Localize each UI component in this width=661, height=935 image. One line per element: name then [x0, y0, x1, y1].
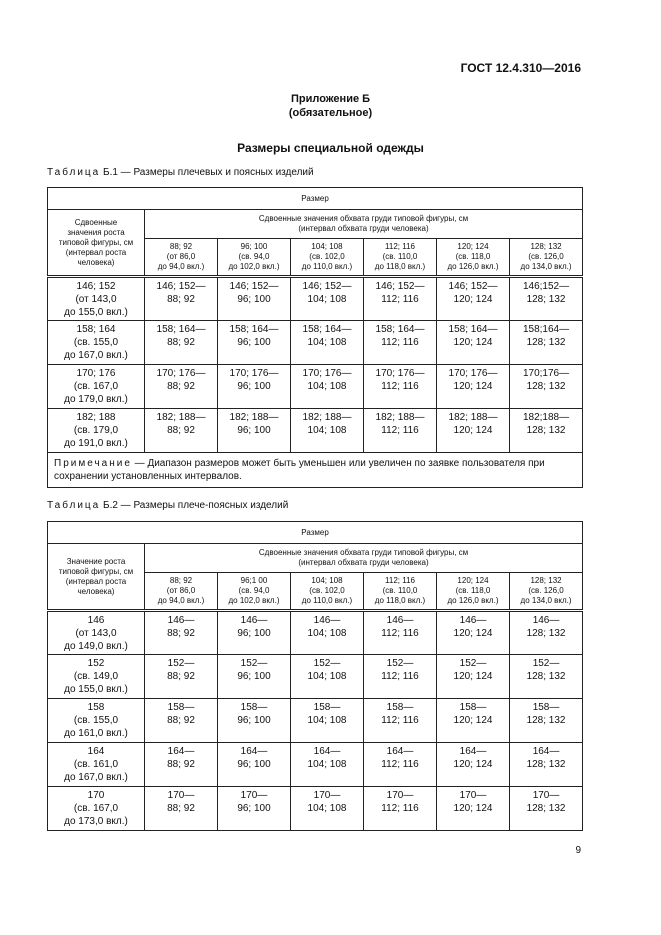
chest-column-header [145, 239, 218, 277]
size-cell [291, 611, 364, 655]
size-cell-line: 112; 116 [381, 628, 419, 639]
size-cell-line: 158;164— [522, 324, 570, 335]
size-cell-line: 96; 100 [237, 671, 271, 682]
table-row [48, 787, 583, 831]
height-cell [48, 365, 145, 409]
size-cell-line: 158— [459, 702, 487, 713]
size-cell [291, 365, 364, 409]
size-cell-line: 120; 124 [453, 803, 493, 814]
height-cell [48, 743, 145, 787]
size-cell-line: 164— [386, 746, 414, 757]
table2-chest-header [145, 544, 583, 573]
table2-caption-label: Таблица [47, 500, 101, 511]
height-cell-line: (от 143,0 [75, 627, 117, 639]
size-cell-line: 112; 116 [381, 759, 419, 770]
chest-column-header [218, 573, 291, 611]
size-cell-line: 128; 132 [526, 759, 566, 770]
row-header-line: человека) [77, 586, 115, 596]
size-cell-line: 146; 152— [448, 281, 498, 292]
size-cell-line: 146; 152— [229, 281, 279, 292]
column-header-line: 120; 124 [457, 242, 489, 251]
size-cell-line: 170;176— [522, 368, 570, 379]
column-header-line: (от 86,0 [166, 586, 196, 595]
size-cell-line: 112; 116 [381, 337, 419, 348]
size-cell [437, 321, 510, 365]
column-header-line: (св. 118,0 [455, 586, 491, 595]
height-cell-line: 170; 176 [76, 368, 116, 379]
height-cell-line: (св. 155,0 [73, 337, 119, 348]
height-cell-line: (от 143,0 [75, 293, 117, 305]
size-cell [145, 611, 218, 655]
size-cell-line: 182; 188— [448, 412, 498, 423]
column-header-line: до 110,0 вкл.) [301, 262, 353, 271]
size-cell-line: 120; 124 [453, 628, 493, 639]
size-cell [218, 655, 291, 699]
size-cell-line: 146— [313, 615, 341, 626]
size-cell-line: 88; 92 [167, 628, 195, 639]
size-cell-line: 164— [167, 746, 195, 757]
column-header-line: 120; 124 [457, 576, 489, 585]
size-cell-line: 96; 100 [237, 715, 271, 726]
height-cell-line: (св. 155,0 [73, 715, 119, 726]
table1-caption-text: Б.1 — Размеры плечевых и поясных изделий [103, 167, 314, 178]
row-header-line: Сдвоенные [74, 217, 118, 227]
column-header-line: (св. 118,0 [455, 252, 491, 261]
table-b2 [47, 521, 583, 831]
size-cell [437, 277, 510, 321]
table-note-row [48, 453, 583, 488]
column-header-line: до 126,0 вкл.) [447, 596, 499, 605]
chest-column-header [364, 573, 437, 611]
size-cell-line: 182; 188— [229, 412, 279, 423]
size-cell [510, 321, 583, 365]
column-header-line: (св. 110,0 [382, 586, 418, 595]
size-cell-line: 170; 176— [302, 368, 352, 379]
height-cell-line: до 155,0 вкл.) [64, 306, 128, 318]
size-cell [218, 611, 291, 655]
size-cell-line: 120; 124 [453, 294, 493, 305]
size-cell [364, 743, 437, 787]
size-cell-line: 170; 176— [229, 368, 279, 379]
size-cell [437, 365, 510, 409]
size-cell-line: 170— [167, 790, 195, 801]
height-cell-line: (св. 149,0 [73, 671, 119, 682]
column-header-line: (св. 102,0 [309, 586, 345, 595]
size-cell [364, 699, 437, 743]
chest-column-header [510, 239, 583, 277]
size-cell-line: 146; 152— [156, 281, 206, 292]
chest-column-header [145, 573, 218, 611]
size-cell-line: 164— [459, 746, 487, 757]
height-cell [48, 409, 145, 453]
column-header-line: 96; 100 [240, 242, 268, 251]
size-cell [364, 277, 437, 321]
size-cell-line: 128; 132 [526, 671, 566, 682]
height-cell-line: 164 [87, 746, 105, 757]
chest-header-line: (интервал обхвата груди человека) [298, 224, 429, 233]
column-header-line: до 94,0 вкл.) [157, 596, 205, 605]
height-cell-line: до 191,0 вкл.) [64, 438, 128, 449]
table-row [48, 655, 583, 699]
height-cell-line: 182; 188 [76, 412, 116, 423]
height-cell-line: 152 [87, 658, 105, 669]
size-cell-line: 128; 132 [526, 425, 566, 436]
table2-size-header: Размер [48, 522, 583, 544]
table-row [48, 409, 583, 453]
size-cell-line: 158— [167, 702, 195, 713]
chest-column-header [437, 573, 510, 611]
size-cell-line: 158; 164— [302, 324, 352, 335]
size-cell [437, 655, 510, 699]
size-cell [364, 321, 437, 365]
height-cell [48, 655, 145, 699]
height-cell-line: (св. 167,0 [73, 803, 119, 814]
size-cell-line: 120; 124 [453, 671, 493, 682]
size-cell [437, 743, 510, 787]
size-cell-line: 146;152— [522, 281, 570, 292]
size-cell [291, 699, 364, 743]
size-cell-line: 112; 116 [381, 671, 419, 682]
size-cell [291, 743, 364, 787]
table-row [48, 321, 583, 365]
column-header-line: до 110,0 вкл.) [301, 596, 353, 605]
size-cell-line: 170— [386, 790, 414, 801]
appendix-title: Приложение Б [290, 93, 371, 105]
column-header-line: (св. 94,0 [238, 252, 270, 261]
size-cell-line: 120; 124 [453, 425, 493, 436]
size-cell-line: 146— [459, 615, 487, 626]
size-cell-line: 120; 124 [453, 715, 493, 726]
size-cell-line: 104; 108 [307, 715, 347, 726]
size-cell-line: 158; 164— [375, 324, 425, 335]
size-cell [364, 365, 437, 409]
height-cell-line: до 161,0 вкл.) [64, 728, 128, 739]
column-header-line: (св. 94,0 [238, 586, 270, 595]
size-cell [510, 787, 583, 831]
size-cell-line: 158— [386, 702, 414, 713]
size-cell-line: 96; 100 [237, 425, 271, 436]
column-header-line: 128; 132 [530, 242, 562, 251]
height-cell-line: до 173,0 вкл.) [64, 816, 128, 827]
row-header-line: человека) [77, 257, 115, 267]
column-header-line: до 118,0 вкл.) [374, 262, 426, 271]
column-header-line: 112; 116 [385, 576, 415, 585]
size-cell-line: 112; 116 [381, 381, 419, 392]
size-cell [218, 321, 291, 365]
size-cell-line: 96; 100 [237, 803, 271, 814]
table-row [48, 699, 583, 743]
column-header-line: 104; 108 [311, 242, 343, 251]
size-cell-line: 146; 152— [375, 281, 425, 292]
size-cell-line: 88; 92 [167, 671, 195, 682]
size-cell-line: 170; 176— [448, 368, 498, 379]
size-cell [291, 787, 364, 831]
size-cell-line: 152— [240, 658, 268, 669]
table1-row-header [48, 210, 145, 277]
size-cell-line: 146— [532, 615, 560, 626]
size-cell-line: 96; 100 [237, 628, 271, 639]
size-cell-line: 146— [386, 615, 414, 626]
size-cell-line: 152— [313, 658, 341, 669]
height-cell [48, 277, 145, 321]
size-cell-line: 104; 108 [307, 628, 347, 639]
size-cell-line: 88; 92 [167, 337, 195, 348]
height-cell [48, 787, 145, 831]
row-header-line: (интервал роста [65, 576, 127, 586]
size-cell-line: 146— [167, 615, 195, 626]
size-cell-line: 158— [313, 702, 341, 713]
table-row [48, 277, 583, 321]
size-cell [510, 611, 583, 655]
column-header-line: до 134,0 вкл.) [520, 596, 572, 605]
table-row [48, 365, 583, 409]
size-cell [510, 655, 583, 699]
height-cell-line: до 149,0 вкл.) [64, 640, 128, 652]
size-cell-line: 170— [313, 790, 341, 801]
size-cell-line: 128; 132 [526, 803, 566, 814]
column-header-line: 88; 92 [169, 242, 193, 251]
size-cell-line: 104; 108 [307, 759, 347, 770]
size-cell [437, 699, 510, 743]
size-cell [437, 787, 510, 831]
size-cell-line: 96; 100 [237, 759, 271, 770]
size-cell-line: 96; 100 [237, 381, 271, 392]
size-cell [291, 277, 364, 321]
column-header-line: до 102,0 вкл.) [228, 596, 280, 605]
size-cell-line: 112; 116 [381, 715, 419, 726]
size-cell-line: 158; 164— [448, 324, 498, 335]
column-header-line: 88; 92 [169, 576, 193, 585]
size-cell-line: 112; 116 [381, 803, 419, 814]
size-cell [437, 611, 510, 655]
size-cell-line: 158; 164— [156, 324, 206, 335]
size-cell-line: 152— [459, 658, 487, 669]
height-cell-line: 158 [87, 702, 105, 713]
document-title: Размеры специальной одежды [237, 141, 424, 155]
size-cell-line: 88; 92 [167, 294, 195, 305]
size-cell [218, 277, 291, 321]
size-cell-line: 88; 92 [167, 715, 195, 726]
size-cell [437, 409, 510, 453]
chest-column-header [291, 239, 364, 277]
size-cell-line: 164— [240, 746, 268, 757]
height-cell-line: до 179,0 вкл.) [64, 394, 128, 405]
height-cell-line: до 167,0 вкл.) [64, 350, 128, 361]
size-cell-line: 152— [167, 658, 195, 669]
row-header-line: типовой фигуры, см [58, 237, 134, 247]
size-cell-line: 182; 188— [156, 412, 206, 423]
size-cell-line: 170— [459, 790, 487, 801]
height-cell-line: 146 [87, 614, 105, 626]
size-cell-line: 104; 108 [307, 671, 347, 682]
table2-row-header [48, 544, 145, 611]
size-cell-line: 104; 108 [307, 294, 347, 305]
size-cell [364, 787, 437, 831]
chest-column-header [291, 573, 364, 611]
size-cell-line: 88; 92 [167, 381, 195, 392]
height-cell [48, 699, 145, 743]
row-header-line: Значение роста [66, 556, 126, 566]
chest-header-line: Сдвоенные значения обхвата груди типовой фигуры, см [258, 548, 469, 557]
size-cell [218, 409, 291, 453]
size-cell-line: 182; 188— [302, 412, 352, 423]
chest-column-header [218, 239, 291, 277]
table2-caption-text: Б.2 — Размеры плече-поясных изделий [103, 500, 289, 511]
size-cell-line: 120; 124 [453, 381, 493, 392]
size-cell [510, 699, 583, 743]
size-cell-line: 88; 92 [167, 759, 195, 770]
standard-code: ГОСТ 12.4.310—2016 [460, 61, 581, 75]
size-cell-line: 112; 116 [381, 294, 419, 305]
size-cell-line: 120; 124 [453, 759, 493, 770]
table1-caption [47, 167, 314, 178]
size-cell [145, 699, 218, 743]
chest-column-header [437, 239, 510, 277]
column-header-line: 96;1 00 [240, 576, 268, 585]
column-header-line: 104; 108 [311, 576, 343, 585]
size-cell [145, 655, 218, 699]
size-cell-line: 128; 132 [526, 628, 566, 639]
column-header-line: 128; 132 [530, 576, 562, 585]
size-cell [145, 409, 218, 453]
size-cell [145, 321, 218, 365]
column-header-line: до 118,0 вкл.) [374, 596, 426, 605]
size-cell [218, 743, 291, 787]
column-header-line: (св. 110,0 [382, 252, 418, 261]
row-header-line: (интервал роста [65, 247, 127, 257]
size-cell [510, 277, 583, 321]
size-cell-line: 158; 164— [229, 324, 279, 335]
size-cell [291, 321, 364, 365]
column-header-line: (св. 126,0 [528, 586, 564, 595]
height-cell-line: 158; 164 [76, 324, 116, 335]
height-cell-line: (св. 167,0 [73, 381, 119, 392]
size-cell [218, 365, 291, 409]
table-row [48, 743, 583, 787]
size-cell [218, 787, 291, 831]
size-cell-line: 104; 108 [307, 381, 347, 392]
size-cell-line: 128; 132 [526, 715, 566, 726]
column-header-line: до 94,0 вкл.) [157, 262, 205, 271]
size-cell-line: 170; 176— [375, 368, 425, 379]
size-cell [510, 409, 583, 453]
size-cell-line: 120; 124 [453, 337, 493, 348]
size-cell [364, 655, 437, 699]
height-cell-line: до 155,0 вкл.) [64, 684, 128, 695]
size-cell-line: 104; 108 [307, 337, 347, 348]
appendix-status: (обязательное) [288, 107, 373, 119]
column-header-line: до 126,0 вкл.) [447, 262, 499, 271]
size-cell-line: 164— [532, 746, 560, 757]
table-row [48, 611, 583, 655]
size-cell-line: 128; 132 [526, 381, 566, 392]
column-header-line: до 102,0 вкл.) [228, 262, 280, 271]
size-cell-line: 170— [532, 790, 560, 801]
size-cell [218, 699, 291, 743]
chest-header-line: Сдвоенные значения обхвата груди типовой фигуры, см [258, 214, 469, 223]
size-cell-line: 182;188— [522, 412, 570, 423]
size-cell-line: 96; 100 [237, 337, 271, 348]
height-cell-line: 146; 152 [76, 280, 116, 292]
size-cell [145, 787, 218, 831]
size-cell-line: 158— [532, 702, 560, 713]
size-cell-line: 96; 100 [237, 294, 271, 305]
row-header-line: значения роста [67, 227, 125, 237]
size-cell-line: 170; 176— [156, 368, 206, 379]
size-cell-line: 146— [240, 615, 268, 626]
height-cell-line: (св. 161,0 [73, 759, 119, 770]
column-header-line: (от 86,0 [166, 252, 196, 261]
appendix-heading [0, 92, 661, 120]
size-cell-line: 164— [313, 746, 341, 757]
size-cell-line: 152— [386, 658, 414, 669]
chest-column-header [510, 573, 583, 611]
height-cell [48, 611, 145, 655]
size-cell [364, 611, 437, 655]
size-cell-line: 104; 108 [307, 803, 347, 814]
size-cell-line: 104; 108 [307, 425, 347, 436]
row-header-line: типовой фигуры, см [58, 566, 134, 576]
column-header-line: 112; 116 [385, 242, 415, 251]
size-cell [510, 365, 583, 409]
size-cell-line: 170— [240, 790, 268, 801]
table2-caption [47, 500, 288, 511]
page-number: 9 [575, 845, 581, 856]
column-header-line: (св. 126,0 [528, 252, 564, 261]
table-b1 [47, 187, 583, 488]
size-cell-line: 88; 92 [167, 803, 195, 814]
height-cell-line: до 167,0 вкл.) [64, 772, 128, 783]
size-cell [364, 409, 437, 453]
size-cell-line: 152— [532, 658, 560, 669]
height-cell-line: 170 [87, 790, 105, 801]
size-cell-line: 182; 188— [375, 412, 425, 423]
size-cell [145, 743, 218, 787]
table-note [48, 453, 583, 488]
table1-caption-label: Таблица [47, 167, 101, 178]
note-label: Примечание [54, 458, 132, 469]
size-cell-line: 128; 132 [526, 337, 566, 348]
size-cell-line: 146; 152— [302, 281, 352, 292]
height-cell [48, 321, 145, 365]
height-cell-line: (св. 179,0 [73, 425, 119, 436]
size-cell [291, 655, 364, 699]
column-header-line: (св. 102,0 [309, 252, 345, 261]
note-text: — Диапазон размеров может быть уменьшен или увеличен по заявке пользователя при сохранении установленных интервалов. [54, 458, 545, 482]
size-cell-line: 128; 132 [526, 294, 566, 305]
size-cell [145, 277, 218, 321]
table1-size-header: Размер [48, 188, 583, 210]
table1-chest-header [145, 210, 583, 239]
size-cell-line: 88; 92 [167, 425, 195, 436]
size-cell [510, 743, 583, 787]
size-cell [291, 409, 364, 453]
chest-header-line: (интервал обхвата груди человека) [298, 558, 429, 567]
size-cell [145, 365, 218, 409]
column-header-line: до 134,0 вкл.) [520, 262, 572, 271]
size-cell-line: 158— [240, 702, 268, 713]
size-cell-line: 112; 116 [381, 425, 419, 436]
chest-column-header [364, 239, 437, 277]
